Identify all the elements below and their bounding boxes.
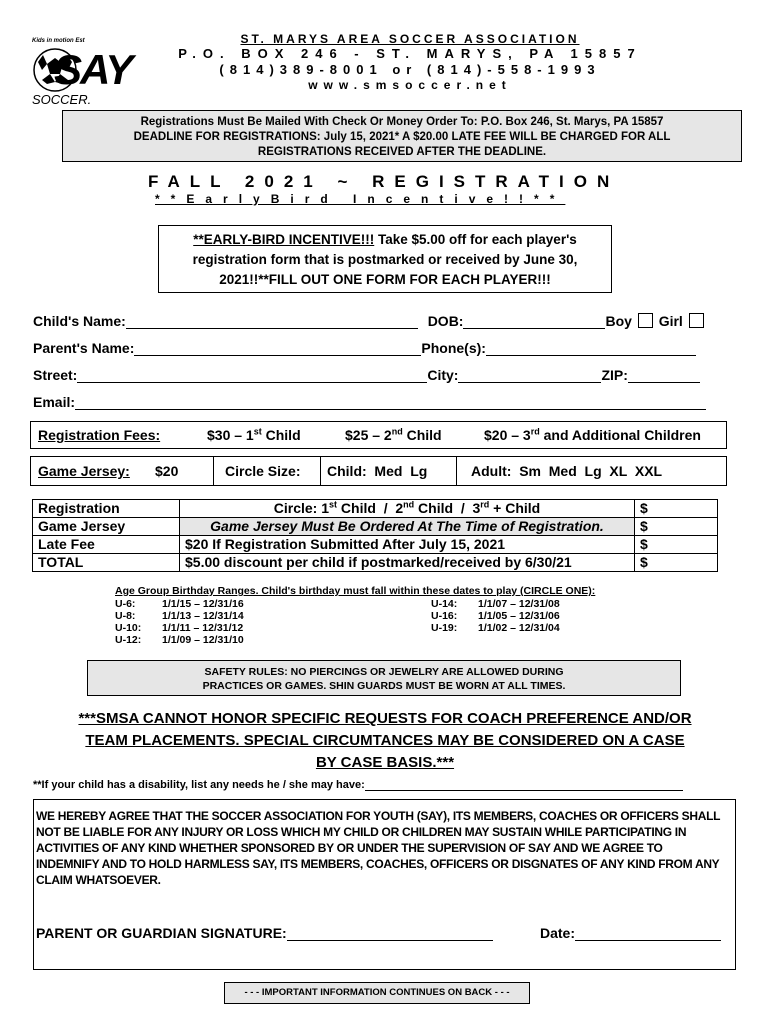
notice-line-1: Registrations Must Be Mailed With Check Or Money Order To: P.O. Box 246, St. Marys, PA 15857: [140, 116, 664, 128]
signature-row: PARENT OR GUARDIAN SIGNATURE:: [36, 924, 493, 941]
continues-on-back-box: - - - IMPORTANT INFORMATION CONTINUES ON BACK - - -: [224, 982, 530, 1004]
dob-field[interactable]: [463, 312, 605, 329]
reg-fee-third: $20 – 3rd and Additional Children: [484, 426, 701, 443]
date-field[interactable]: [575, 924, 721, 941]
fee-row-amount[interactable]: $: [635, 554, 718, 572]
jersey-divider-2: [320, 457, 321, 485]
age-row[interactable]: U-16: 1/1/05 – 12/31/06: [431, 610, 560, 622]
disability-row: [33, 778, 683, 791]
email-field[interactable]: [75, 393, 706, 410]
age-groups-left: [115, 598, 244, 646]
fee-row-label: Registration: [33, 500, 180, 518]
child-name-field[interactable]: [126, 312, 418, 329]
table-row: [33, 536, 718, 554]
form-subtitle: **EarlyBird Incentive!!**: [155, 192, 566, 206]
zip-field[interactable]: [628, 366, 700, 383]
child-sizes[interactable]: Child: Med Lg: [327, 463, 428, 479]
age-row[interactable]: U-12: 1/1/09 – 12/31/10: [115, 634, 244, 646]
po-box: P.O. BOX 246 - ST. MARYS, PA 15857: [178, 46, 642, 61]
jersey-divider-1: [213, 457, 214, 485]
signature-field[interactable]: [287, 924, 493, 941]
age-row[interactable]: U-19: 1/1/02 – 12/31/04: [431, 622, 560, 634]
age-row[interactable]: U-6: 1/1/15 – 12/31/16: [115, 598, 244, 610]
notice-line-2: DEADLINE FOR REGISTRATIONS: July 15, 2021* A $20.00 LATE FEE WILL BE CHARGED FOR ALL: [133, 131, 671, 143]
org-name: ST. MARYS AREA SOCCER ASSOCIATION: [240, 32, 580, 46]
say-soccer-logo: [30, 40, 135, 108]
table-row: [33, 500, 718, 518]
date-label: Date: [540, 925, 571, 941]
waiver-text: WE HEREBY AGREE THAT THE SOCCER ASSOCIATION FOR YOUTH (SAY), ITS MEMBERS, COACHES OR OFFICERS SHALL NOT BE LIABLE FOR ANY INJURY OR LOSS WHICH MY CHILD OR CHILDREN MAY SUSTAIN WHILE PARTICIPATING IN ACTIVITIES OF ANY KIND WHETHER SPONSORED BY OR UNDER THE SUPERVISION OF SAY AND WE AGREE TO INDEMNIFY AND TO HOLD HARMLESS SAY, ITS MEMBERS, COACHES, OFFICERS OR DISGNATES OF ANY KIND FROM ANY CLAIM WHATSOEVER.: [36, 809, 720, 887]
fee-row-label: Game Jersey: [33, 518, 180, 536]
jersey-label: Game Jersey:: [38, 463, 130, 479]
age-groups-right: [431, 598, 560, 634]
street-label: Street:: [33, 367, 78, 383]
parent-info-row: [33, 339, 696, 356]
table-row: [33, 518, 718, 536]
disability-field[interactable]: [365, 778, 683, 791]
fee-row-amount[interactable]: $: [635, 518, 718, 536]
girl-checkbox[interactable]: [689, 313, 704, 328]
phones-field[interactable]: [486, 339, 696, 356]
parent-name-field[interactable]: [134, 339, 421, 356]
disability-label: **If your child has a disability, list any needs he / she may have:: [33, 779, 365, 791]
table-row: [33, 554, 718, 572]
website: www.smsoccer.net: [308, 78, 512, 92]
registration-fees-bar: [30, 421, 727, 449]
logo-soccer-text: SOCCER.: [32, 92, 92, 107]
fee-row-amount[interactable]: $: [635, 500, 718, 518]
logo-say-text: SAY: [54, 46, 132, 93]
age-row[interactable]: U-10: 1/1/11 – 12/31/12: [115, 622, 244, 634]
reg-fees-label: Registration Fees:: [38, 427, 161, 443]
fee-row-desc: Game Jersey Must Be Ordered At The Time of Registration.: [180, 518, 635, 536]
fee-row-label: Late Fee: [33, 536, 180, 554]
date-row: Date:: [540, 924, 721, 941]
age-row[interactable]: U-14: 1/1/07 – 12/31/08: [431, 598, 560, 610]
game-jersey-bar: [30, 456, 727, 486]
mailing-notice-box: [62, 110, 742, 162]
zip-label: ZIP:: [601, 367, 628, 383]
fee-row-desc: $5.00 discount per child if postmarked/received by 6/30/21: [180, 554, 635, 572]
boy-label: Boy: [605, 313, 632, 329]
coach-line-1: ***SMSA CANNOT HONOR SPECIFIC REQUESTS FOR COACH PREFERENCE AND/OR: [78, 710, 692, 727]
reg-fee-second: $25 – 2nd Child: [345, 426, 442, 443]
safety-rules-box: [87, 660, 681, 696]
city-label: City:: [427, 367, 459, 383]
jersey-divider-3: [456, 457, 457, 485]
safety-line-1: SAFETY RULES: NO PIERCINGS OR JEWELRY ARE ALLOWED DURING: [204, 666, 564, 678]
age-row[interactable]: U-8: 1/1/13 – 12/31/14: [115, 610, 244, 622]
notice-line-3: REGISTRATIONS RECEIVED AFTER THE DEADLINE.: [257, 146, 547, 158]
form-title: FALL 2021 ~ REGISTRATION: [148, 172, 620, 191]
coach-preference-notice: [20, 708, 750, 774]
fee-table: [32, 499, 718, 572]
child-name-label: Child's Name:: [33, 313, 126, 329]
parent-name-label: Parent's Name:: [33, 340, 135, 356]
boy-checkbox[interactable]: [638, 313, 653, 328]
logo-arc-text: Kids in motion Est: [32, 38, 85, 44]
waiver-box: [33, 799, 736, 970]
city-field[interactable]: [458, 366, 601, 383]
child-info-row: [33, 312, 723, 329]
street-field[interactable]: [77, 366, 427, 383]
early-bird-text: Take $5.00 off for each player's registration form that is postmarked or received by June 30, 2021!!**FILL OUT ONE FORM FOR EACH PLAYER!!!: [192, 232, 578, 287]
early-bird-lead: **EARLY-BIRD INCENTIVE!!!: [193, 232, 375, 247]
phone-numbers: (814)389-8001 or (814)-558-1993: [219, 62, 601, 77]
circle-size-label: Circle Size:: [225, 463, 301, 479]
fee-row-amount[interactable]: $: [635, 536, 718, 554]
fee-row-desc: $20 If Registration Submitted After July 15, 2021: [180, 536, 635, 554]
phones-label: Phone(s):: [421, 340, 486, 356]
fee-row-label: TOTAL: [33, 554, 180, 572]
coach-line-3: BY CASE BASIS.***: [315, 754, 455, 771]
girl-label: Girl: [658, 313, 683, 329]
signature-label: PARENT OR GUARDIAN SIGNATURE: [36, 925, 283, 941]
dob-label: DOB:: [427, 313, 464, 329]
age-group-title: Age Group Birthday Ranges. Child's birthday must fall within these dates to play (CIRCLE ONE):: [115, 585, 596, 597]
adult-sizes[interactable]: Adult: Sm Med Lg XL XXL: [471, 463, 663, 479]
email-label: Email:: [33, 394, 76, 410]
address-row: [33, 366, 700, 383]
early-bird-box: [158, 225, 612, 293]
email-row: [33, 393, 706, 410]
fee-row-desc[interactable]: Circle: 1st Child / 2nd Child / 3rd + Child: [180, 500, 635, 518]
reg-fee-first: $30 – 1st Child: [207, 426, 301, 443]
coach-line-2: TEAM PLACEMENTS. SPECIAL CIRCUMTANCES MAY BE CONSIDERED ON A CASE: [85, 732, 685, 749]
jersey-price: $20: [155, 463, 179, 479]
safety-line-2: PRACTICES OR GAMES. SHIN GUARDS MUST BE WORN AT ALL TIMES.: [202, 680, 566, 692]
